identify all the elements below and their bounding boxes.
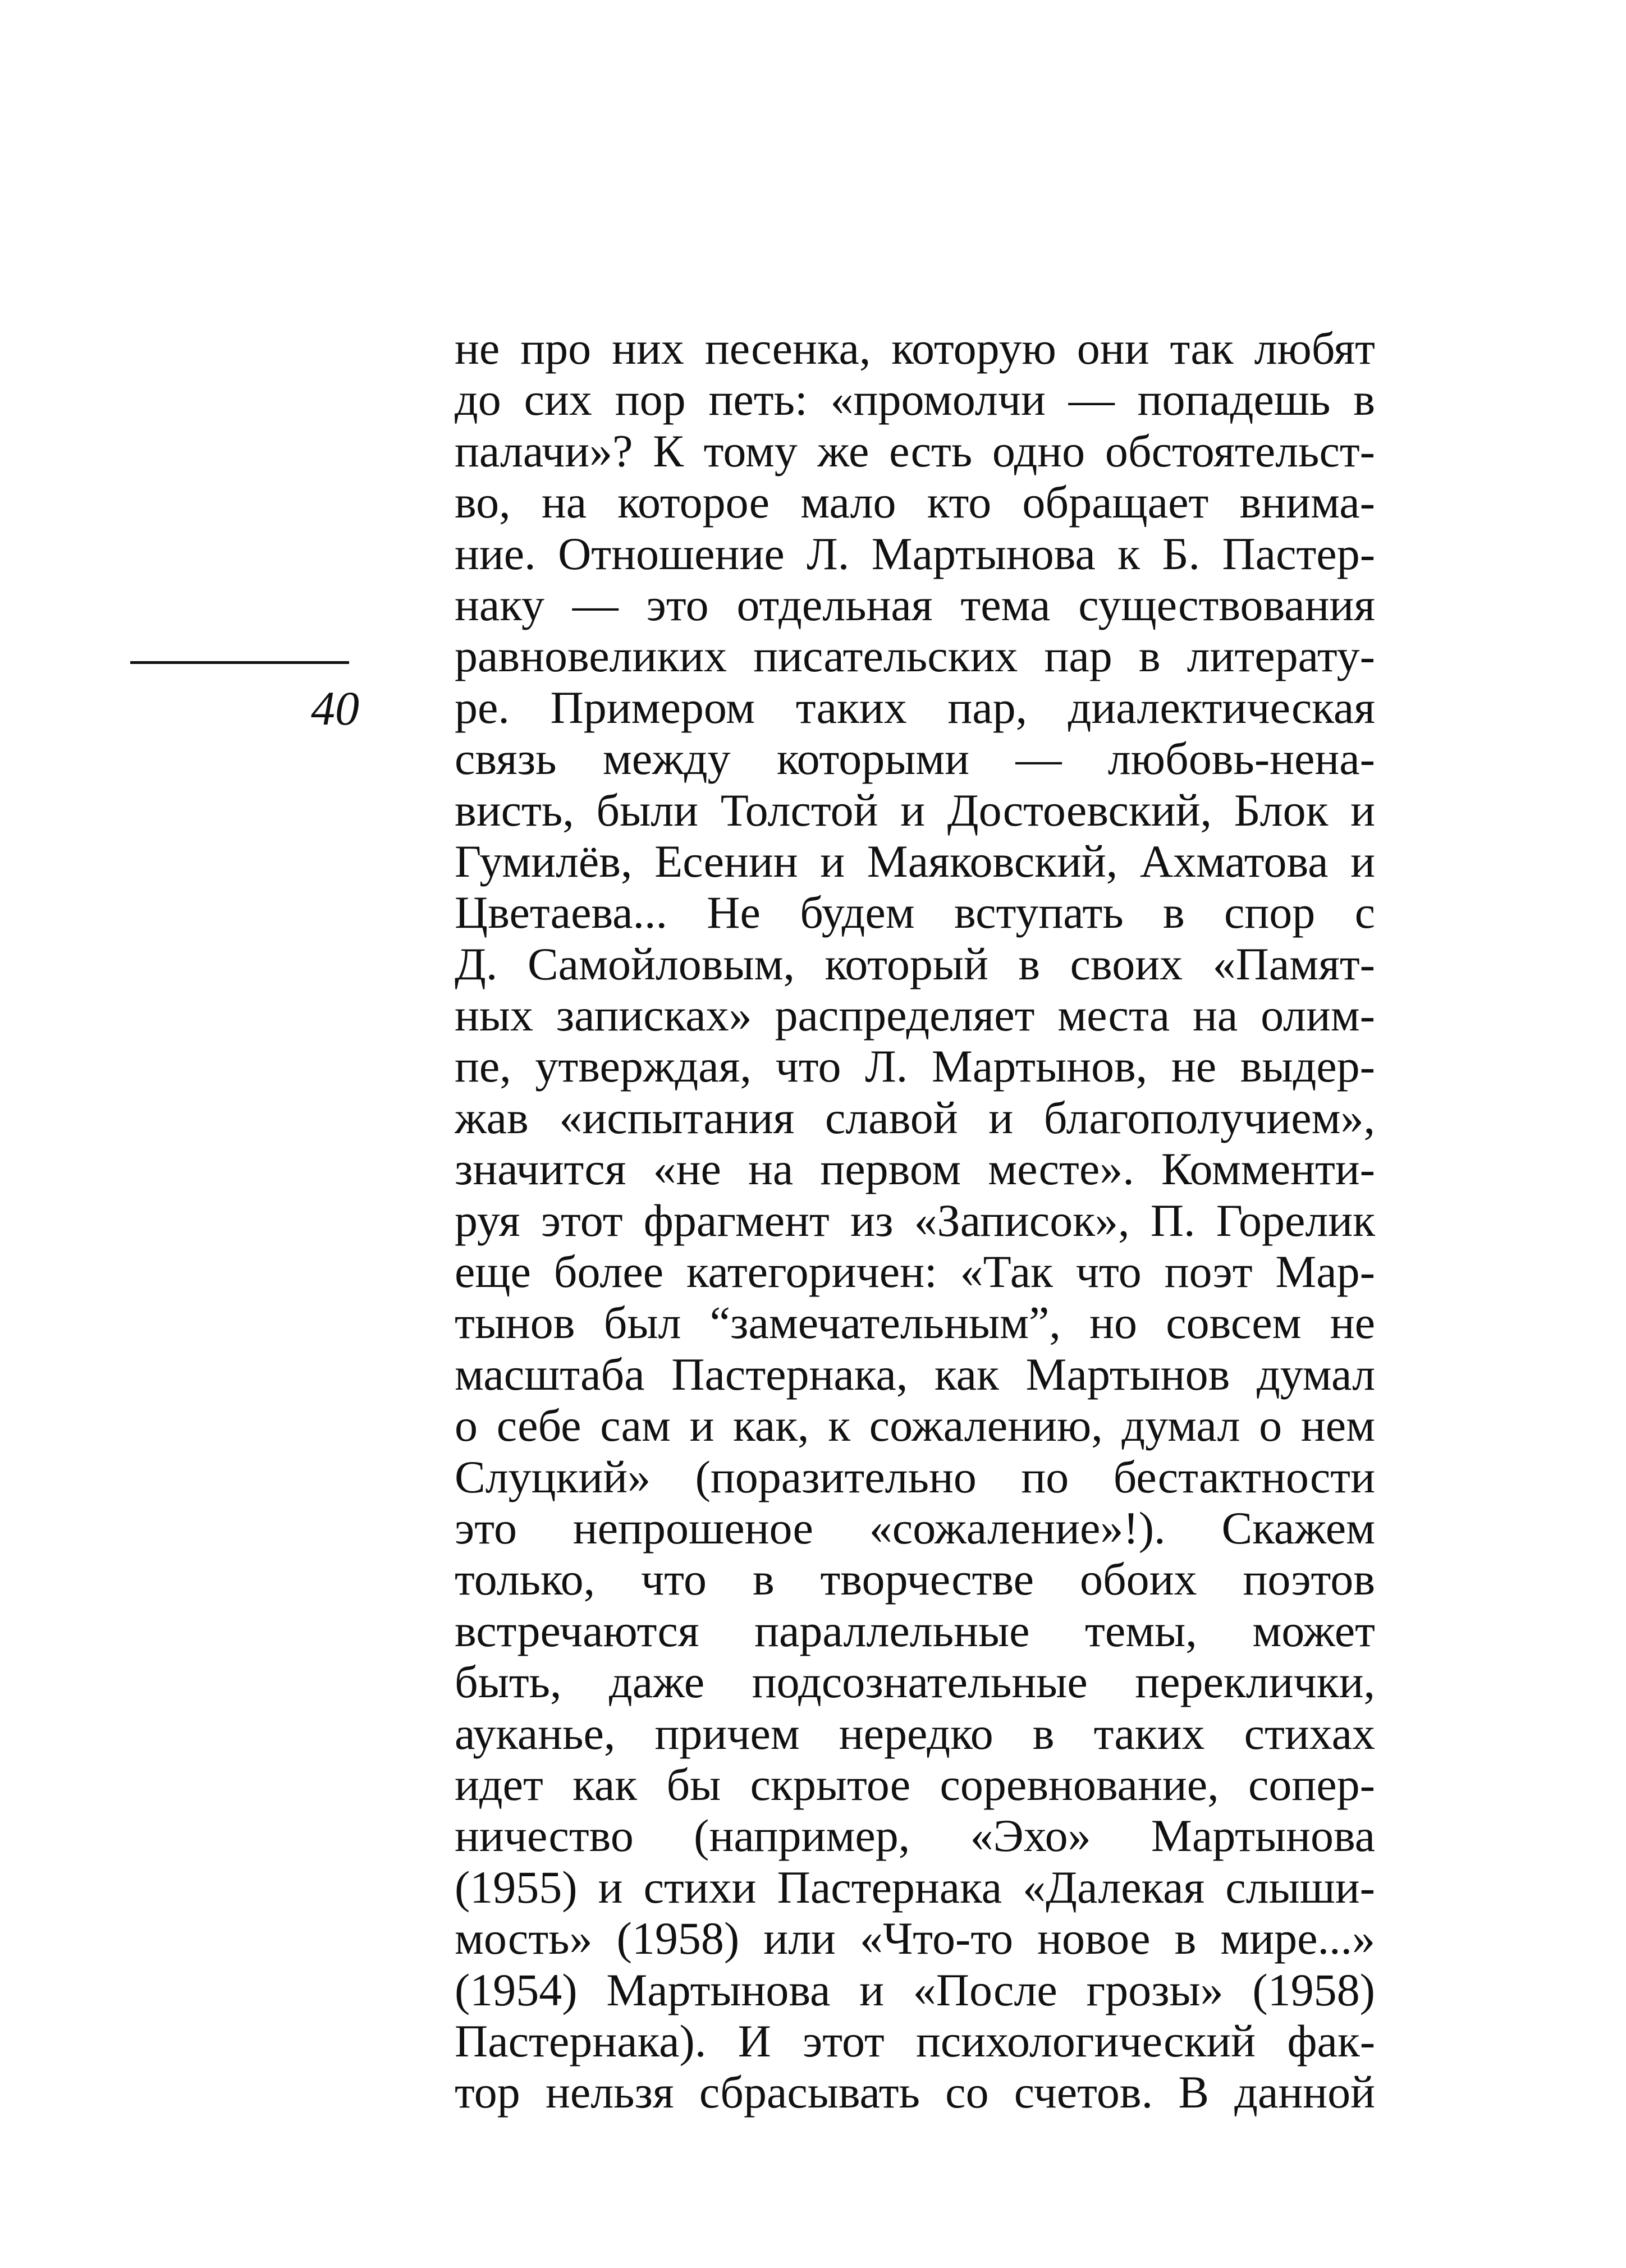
text-line: (1955) и стихи Пастернака «Далекая слыши- — [455, 1861, 1375, 1913]
text-line: это непрошеное «сожаление»!). Скажем — [455, 1502, 1375, 1554]
text-line: Пастернака). И этот психологический фак- — [455, 2015, 1375, 2067]
text-line: Д. Самойловым, который в своих «Памят- — [455, 938, 1375, 989]
text-line: еще более категоричен: «Так что поэт Мар- — [455, 1246, 1375, 1298]
text-line: не про них песенка, которую они так любят — [455, 323, 1375, 374]
text-line: о себе сам и как, к сожалению, думал о нем — [455, 1400, 1375, 1451]
text-line: равновеликих писательских пар в литерату- — [455, 630, 1375, 682]
text-line: жав «испытания славой и благополучием», — [455, 1092, 1375, 1143]
text-line: масштаба Пастернака, как Мартынов думал — [455, 1348, 1375, 1400]
text-line: идет как бы скрытое соревнование, сопер- — [455, 1758, 1375, 1810]
text-line: ных записках» распределяет места на олим- — [455, 989, 1375, 1041]
text-line: встречаются параллельные темы, может — [455, 1605, 1375, 1656]
text-line: быть, даже подсознательные переклички, — [455, 1656, 1375, 1708]
text-line: только, что в творчестве обоих поэтов — [455, 1554, 1375, 1605]
text-line: во, на которое мало кто обращает внима- — [455, 476, 1375, 528]
text-line: ние. Отношение Л. Мартынова к Б. Пастер- — [455, 528, 1375, 579]
page-number: 40 — [311, 681, 359, 735]
text-line: (1954) Мартынова и «После грозы» (1958) — [455, 1964, 1375, 2015]
text-line: Цветаева... Не будем вступать в спор с — [455, 887, 1375, 938]
text-line: Гумилёв, Есенин и Маяковский, Ахматова и — [455, 835, 1375, 887]
text-line: наку — это отдельная тема существования — [455, 579, 1375, 630]
body-text — [455, 323, 1375, 2118]
text-line: тор нельзя сбрасывать со счетов. В данной — [455, 2067, 1375, 2118]
text-line: ре. Примером таких пар, диалектическая — [455, 681, 1375, 733]
text-line: палачи»? К тому же есть одно обстоятельст- — [455, 425, 1375, 476]
text-line: Слуцкий» (поразительно по бестактности — [455, 1451, 1375, 1502]
text-line: связь между которыми — любовь-нена- — [455, 733, 1375, 785]
text-line: мость» (1958) или «Что-то новое в мире...» — [455, 1913, 1375, 1964]
text-line: пе, утверждая, что Л. Мартынов, не выдер- — [455, 1041, 1375, 1092]
text-line: ауканье, причем нередко в таких стихах — [455, 1707, 1375, 1759]
text-line: руя этот фрагмент из «Записок», П. Горелик — [455, 1194, 1375, 1246]
text-line: тынов был “замечательным”, но совсем не — [455, 1297, 1375, 1349]
text-line: до сих пор петь: «промолчи — попадешь в — [455, 374, 1375, 425]
margin-rule — [130, 661, 349, 664]
text-line: висть, были Толстой и Достоевский, Блок и — [455, 784, 1375, 836]
text-line: ничество (например, «Эхо» Мартынова — [455, 1810, 1375, 1862]
text-line: значится «не на первом месте». Комменти- — [455, 1143, 1375, 1195]
